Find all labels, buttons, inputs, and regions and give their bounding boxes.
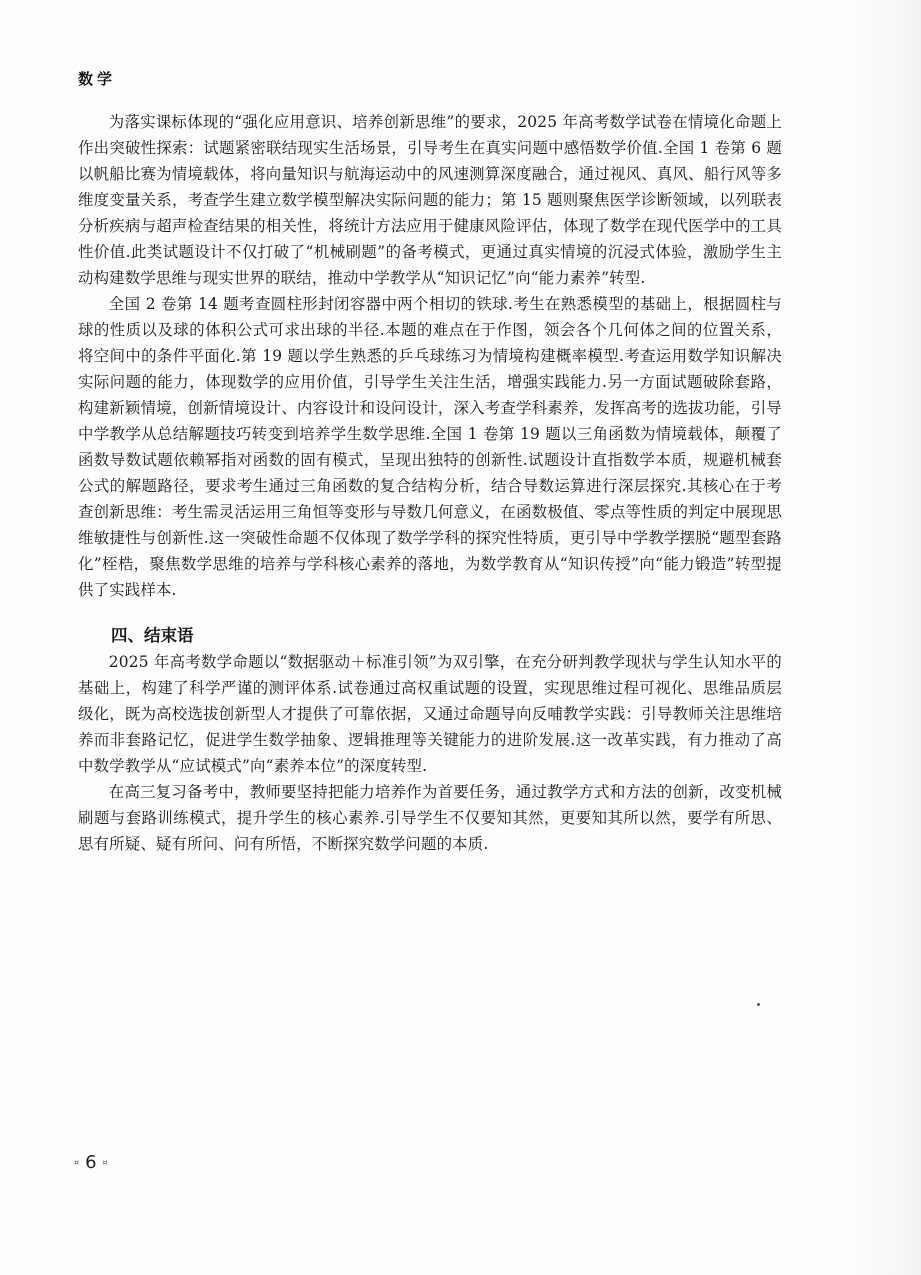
paragraph-innovation-questions: 全国 2 卷第 14 题考查圆柱形封闭容器中两个相切的铁球.考生在熟悉模型的基础上，根据圆柱与球的性质以及球的体积公式可求出球的半径.本题的难点在于作图，领会各个几何体之间的位置关系，将空间中的条件平面化.第 19 题以学生熟悉的乒乓球练习为情境构建概率模型.考查运用数学知识解决实际问题的能力，体现数学的应用价值，引导学生关注生活，增强实践能力.另一方面试题破除套路，构建新颖情境，创新情境设计、内容设计和设问设计，深入考查学科素养，发挥高考的选拔功能，引导中学教学从总结解题技巧转变到培养学生数学思维.全国 1 卷第 19 题以三角函数为情境载体，颠覆了函数导数试题依赖幂指对函数的固有模式，呈现出独特的创新性.试题设计直指数学本质，规避机械套公式的解题路径，要求考生通过三角函数的复合结构分析，结合导数运算进行深层探究.其核心在于考查创新思维：考生需灵活运用三角恒等变形与导数几何意义，在函数极值、零点等性质的判定中展现思维敏捷性与创新性.这一突破性命题不仅体现了数学学科的探究性特质，更引导中学教学摆脱“题型套路化”桎梏，聚焦数学思维的培养与学科核心素养的落地，为数学教育从“知识传授”向“能力锻造”转型提供了实践样本.	[78, 295, 782, 599]
section-heading-conclusion: 四、结束语	[111, 626, 194, 645]
paragraph-conclusion-2: 在高三复习备考中，教师要坚持把能力培养作为首要任务，通过教学方式和方法的创新，改变机械刷题与套路训练模式，提升学生的核心素养.引导学生不仅要知其然，更要知其所以然，要学有所思、思有所疑、疑有所问、问有所悟，不断探究数学问题的本质.	[78, 783, 782, 853]
page-edge-shadow	[851, 0, 921, 1275]
page-number-ornament-left-icon: ¤	[74, 1158, 80, 1167]
page-number-footer	[74, 1152, 108, 1173]
page-number-ornament-right-icon: ¤	[102, 1158, 108, 1167]
paragraph-conclusion-1: 2025 年高考数学命题以“数据驱动＋标准引领”为双引擎，在充分研判教学现状与学生认知水平的基础上，构建了科学严谨的测评体系.试卷通过高权重试题的设置，实现思维过程可视化、思维品质层级化，既为高校选拔创新型人才提供了可靠依据，又通过命题导向反哺教学实践：引导教师关注思维培养而非套路记忆，促进学生数学抽象、逻辑推理等关键能力的进阶发展.这一改革实践，有力推动了高中数学教学从“应试模式”向“素养本位”的深度转型.	[78, 653, 782, 775]
paragraph-situational-questions: 为落实课标体现的“强化应用意识、培养创新思维”的要求，2025 年高考数学试卷在情境化命题上作出突破性探索：试题紧密联结现实生活场景，引导考生在真实问题中感悟数学价值.全国 1 卷第 6 题以帆船比赛为情境载体，将向量知识与航海运动中的风速测算深度融合，通过视风、真风、船行风等多维度变量关系，考查学生建立数学模型解决实际问题的能力；第 15 题则聚焦医学诊断领域，以列联表分析疾病与超声检查结果的相关性，将统计方法应用于健康风险评估，体现了数学在现代医学中的工具性价值.此类试题设计不仅打破了“机械刷题”的备考模式，更通过真实情境的沉浸式体验，激励学生主动构建数学思维与现实世界的联结，推动中学教学从“知识记忆”向“能力素养”转型.	[78, 113, 782, 287]
stray-dot-mark	[757, 1003, 760, 1006]
page-number: 6	[85, 1152, 97, 1173]
subject-header: 数学	[78, 70, 117, 88]
article-body	[78, 109, 782, 857]
